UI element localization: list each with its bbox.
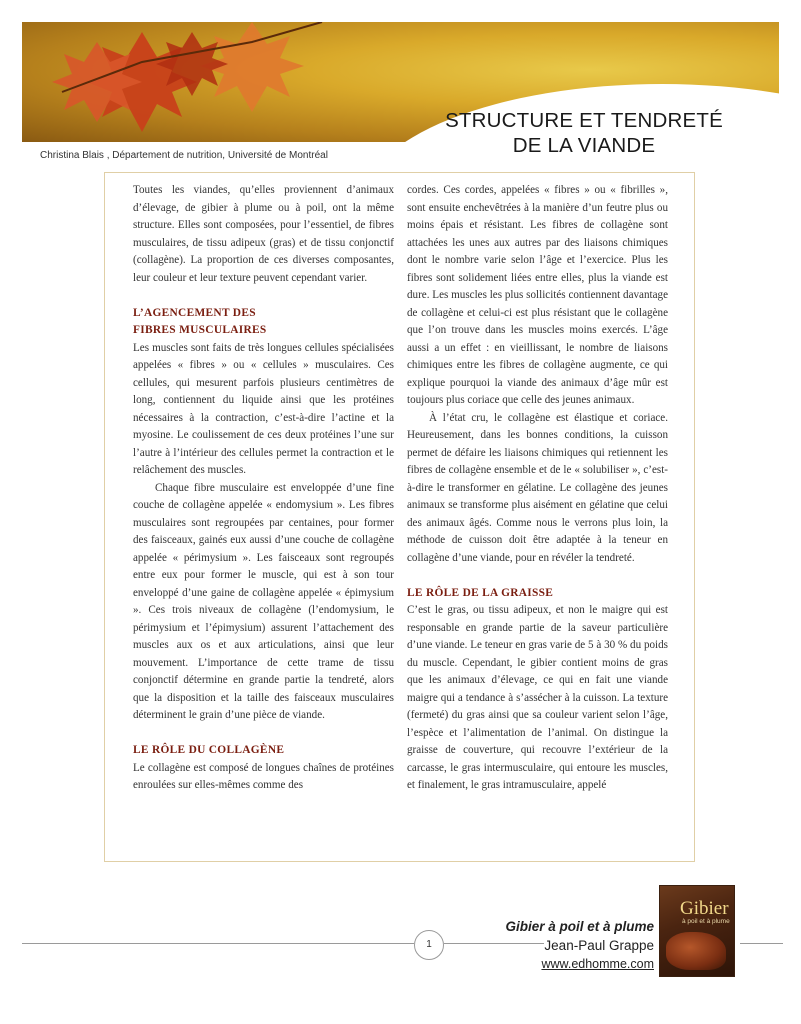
footer-rule bbox=[22, 943, 414, 944]
paragraph: Les muscles sont faits de très longues cellules spécialisées appelées « fibres » ou « cellules » musculaires. Ces cellules, qui mesurent parfois plusieurs centimètres de long, contiennent du liquide ainsi que les protéines nécessaires à la contraction, c’est-à-dire l’actine et la myosine. Le coulissement de ces deux protéines l’une sur l’autre à l’intérieur des cellules permet la contraction et le relâchement des muscles. bbox=[133, 341, 394, 476]
section-heading: LE RÔLE DE LA GRAISSE bbox=[407, 586, 554, 599]
cover-title: Gibier bbox=[680, 898, 729, 919]
paragraph: C’est le gras, ou tissu adipeux, et non le maigre qui est responsable en grande partie de la saveur particulière d’une viande. Le teneur en gras varie de 5 à 30 % du poids du muscle. Cependant, le gibier contient moins de gras que les animaux d’élevage, ce qui en fait une viande maigre qui a tendance à s’assécher à la cuisson. La texture (fermeté) du gras ainsi que sa couleur varient selon l’âge, l’espèce et l’alimentation de l’animal. On distingue la graisse de couverture, qui recouvre l’extérieur de la carcasse, le gras intermusculaire, qui entoure les muscles, et finalement, le gras intramusculaire, appelé bbox=[407, 604, 668, 791]
section-heading bbox=[133, 305, 394, 340]
book-title: Gibier à poil et à plume bbox=[505, 919, 654, 934]
section-heading: LE RÔLE DU COLLAGÈNE bbox=[133, 744, 285, 756]
book-credit bbox=[505, 917, 654, 974]
book-cover-image bbox=[659, 885, 735, 977]
paragraph: cordes. Ces cordes, appelées « fibres » ou « fibrilles », sont ensuite enchevêtrées à la manière d’un feutre plus ou moins épais et résistant. Les fibres de collagène sont attachées les unes aux autres par des liaisons chimiques dont le nombre varie selon l’âge et l’exercice. Plus les fibres sont solidement liées entre elles, plus la viande est dure. Les muscles les plus sollicités contiennent davantage de collagène et celui-ci est plus résistant que le collagène que l’on trouve dans les muscles moins exercés. L’âge aussi a un effet : en vieillissant, le nombre de liaisons chimiques entre les fibres de collagène augmente, ce qui explique pourquoi la viande des animaux d’âge mûr est toujours plus coriace que celle des jeunes animaux. bbox=[407, 184, 668, 406]
paragraph: Le collagène est composé de longues chaînes de protéines enroulées sur elles-mêmes comme des bbox=[133, 761, 394, 791]
book-author: Jean-Paul Grappe bbox=[544, 938, 654, 953]
autumn-leaves-image bbox=[22, 22, 382, 142]
heading-line: L’AGENCEMENT DES bbox=[133, 306, 256, 319]
author-byline: Christina Blais , Département de nutrition, Université de Montréal bbox=[40, 150, 328, 161]
publisher-link[interactable]: www.edhomme.com bbox=[541, 957, 654, 971]
paragraph: Toutes les viandes, qu’elles proviennent d’animaux d’élevage, de gibier à plume ou à poil, ont la même structure. Elles sont composées, pour l’essentiel, de fibres musculaires, de tissu adipeux (gras) et de tissu conjonctif (collagène). La proportion de ces diverses composantes, leur couleur et leur texture peuvent cependant varier. bbox=[133, 184, 394, 284]
paragraph: Chaque fibre musculaire est enveloppée d’une fine couche de collagène appelée « endomysium ». Les fibres musculaires sont regroupées par centaines, pour former des faisceaux, gainés eux aussi d’une couche de collagène appelée « périmysium ». Les faisceaux sont regroupés entre eux pour former le muscle, qui est à son tour enveloppé d’une gaine de collagène appelée « épimysium ». Ces trois niveaux de collagène (l’endomysium, le périmysium et l’épimysium) assurent l’attachement des muscles aux os et aux articulations, ainsi que leur mouvement. L’importance de cette trame de tissu conjonctif détermine en grande partie la tendreté, alors que la disposition et la taille des faisceaux musculaires déterminent le grain d’une pièce de viande. bbox=[133, 481, 394, 721]
title-line-1: STRUCTURE ET TENDRETÉ bbox=[445, 109, 723, 132]
paragraph: À l’état cru, le collagène est élastique et coriace. Heureusement, dans les bonnes conditions, la cuisson permet de défaire les liaisons chimiques qui retiennent les fibres de collagène ensemble et de le « solubiliser », c’est-à-dire le transformer en gélatine. Le collagène des jeunes animaux se transforme plus aisément en gélatine que celui des animaux âgés. Comme nous le verrons plus loin, la méthode de cuisson doit être adaptée à la teneur en collagène d’une viande, pour en révéler la tendreté. bbox=[407, 411, 668, 564]
heading-line: FIBRES MUSCULAIRES bbox=[133, 324, 267, 336]
title-line-2: DE LA VIANDE bbox=[512, 134, 656, 157]
roast-image bbox=[666, 932, 726, 970]
right-column bbox=[407, 182, 668, 795]
maple-leaf-icon bbox=[52, 22, 322, 132]
page-title bbox=[445, 108, 723, 158]
page-number: 1 bbox=[414, 930, 444, 960]
cover-subtitle: à poil et à plume bbox=[682, 918, 730, 925]
footer-rule bbox=[740, 943, 783, 944]
left-column bbox=[133, 182, 394, 795]
